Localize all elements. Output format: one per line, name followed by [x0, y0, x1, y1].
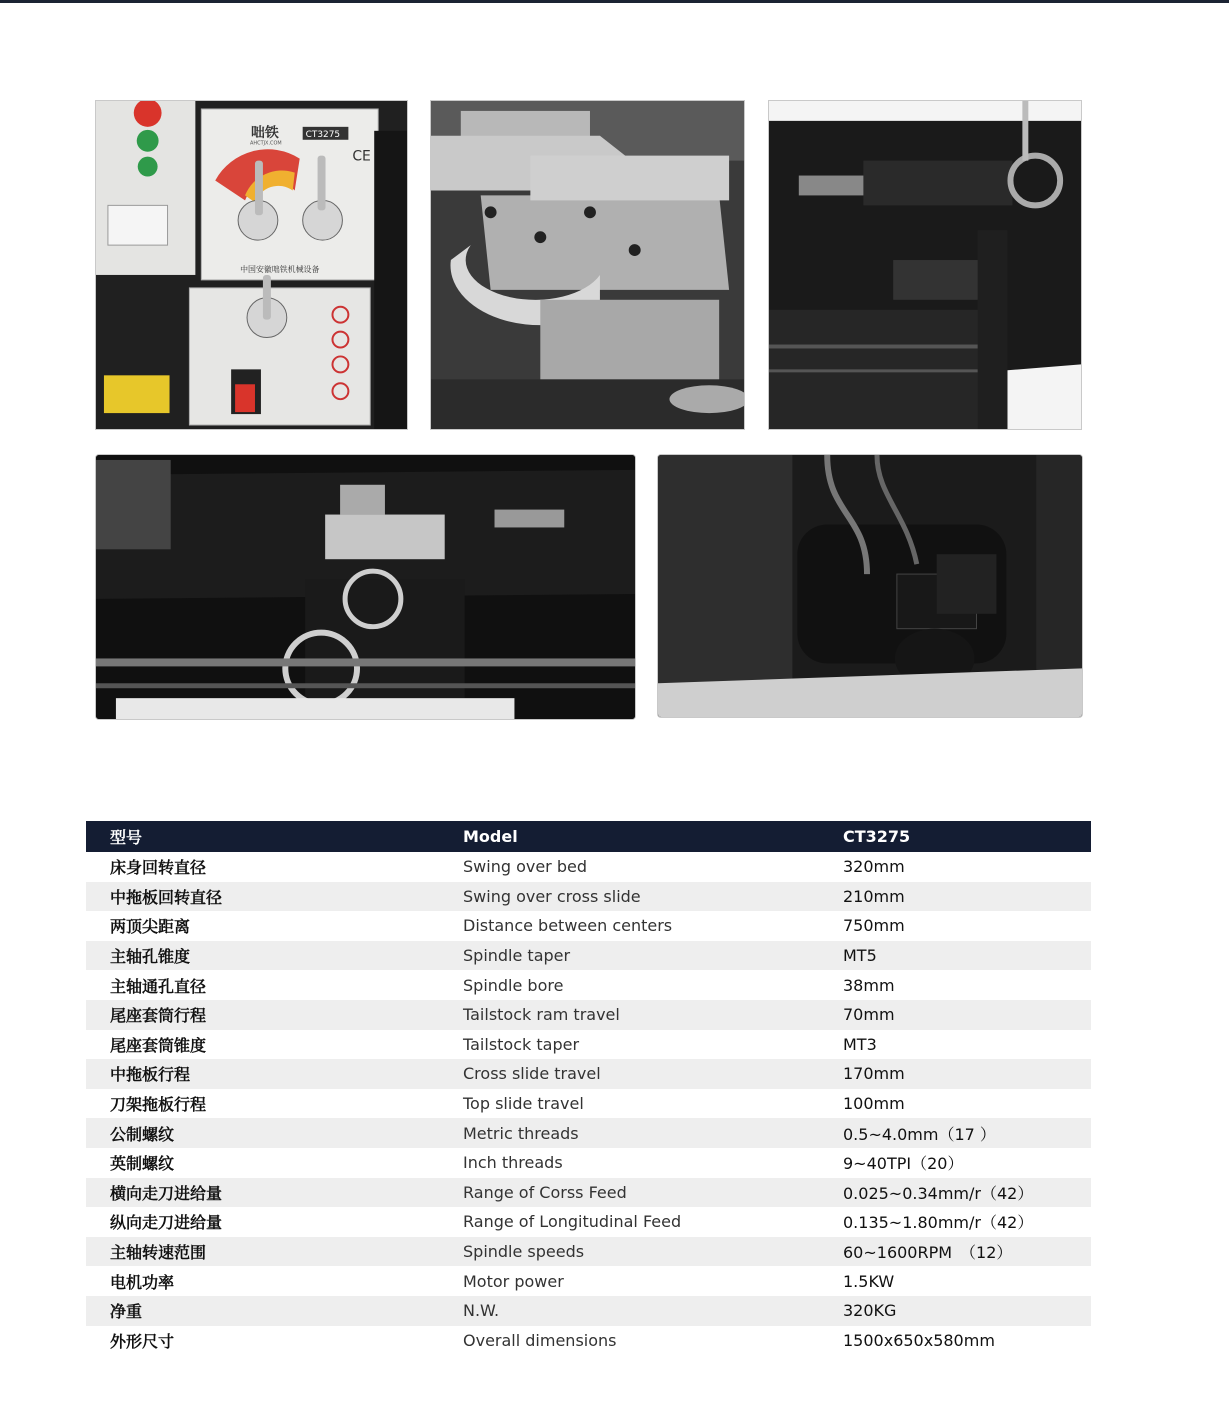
spec-en: Range of Longitudinal Feed [439, 1207, 843, 1237]
spec-en: Tailstock taper [439, 1030, 843, 1060]
spec-en: Range of Corss Feed [439, 1178, 843, 1208]
ce-mark: CE [352, 148, 371, 165]
spec-cn: 尾座套筒锥度 [86, 1030, 439, 1060]
spec-en: Swing over bed [439, 852, 843, 882]
spec-en: Overall dimensions [439, 1326, 843, 1356]
spec-en: Top slide travel [439, 1089, 843, 1119]
spec-en: Tailstock ram travel [439, 1000, 843, 1030]
spec-value: 38mm [843, 970, 1091, 1000]
maker-text: 中国安徽咄铁机械设备 [240, 264, 320, 274]
spec-en: Spindle bore [439, 970, 843, 1000]
spec-table [86, 821, 1091, 1355]
spec-value: 0.5~4.0mm（17 ） [843, 1118, 1091, 1148]
table-row [86, 852, 1091, 882]
spec-cn: 中拖板回转直径 [86, 882, 439, 912]
spec-value: 320mm [843, 852, 1091, 882]
spec-en: Swing over cross slide [439, 882, 843, 912]
header-value: CT3275 [843, 821, 1091, 852]
spec-cn: 电机功率 [86, 1266, 439, 1296]
spec-cn: 外形尺寸 [86, 1326, 439, 1356]
spec-value: 210mm [843, 882, 1091, 912]
table-row [86, 882, 1091, 912]
table-row [86, 1148, 1091, 1178]
spec-en: Metric threads [439, 1118, 843, 1148]
spec-header-row [86, 821, 1091, 852]
table-row [86, 1178, 1091, 1208]
spec-en: N.W. [439, 1296, 843, 1326]
spec-cn: 横向走刀进给量 [86, 1178, 439, 1208]
spec-value: 70mm [843, 1000, 1091, 1030]
table-row [86, 1118, 1091, 1148]
spec-value: 1500x650x580mm [843, 1326, 1091, 1356]
spec-cn: 中拖板行程 [86, 1059, 439, 1089]
spec-value: 9~40TPI（20） [843, 1148, 1091, 1178]
spec-cn: 主轴转速范围 [86, 1237, 439, 1267]
spec-value: 0.135~1.80mm/r（42） [843, 1207, 1091, 1237]
table-row [86, 941, 1091, 971]
spec-cn: 刀架拖板行程 [86, 1089, 439, 1119]
spec-cn: 主轴孔锥度 [86, 941, 439, 971]
spec-cn: 两顶尖距离 [86, 911, 439, 941]
model-badge: CT3275 [305, 129, 341, 140]
spec-cn: 公制螺纹 [86, 1118, 439, 1148]
spec-value: 170mm [843, 1059, 1091, 1089]
spec-value: 0.025~0.34mm/r（42） [843, 1178, 1091, 1208]
table-row [86, 911, 1091, 941]
table-row [86, 1089, 1091, 1119]
brand-logo-text: 咄铁 [251, 124, 279, 141]
spec-value: 100mm [843, 1089, 1091, 1119]
table-row [86, 1207, 1091, 1237]
table-row [86, 970, 1091, 1000]
table-row [86, 1030, 1091, 1060]
header-en: Model [439, 821, 843, 852]
spec-value: MT5 [843, 941, 1091, 971]
spec-cn: 英制螺纹 [86, 1148, 439, 1178]
table-row [86, 1059, 1091, 1089]
spec-cn: 主轴通孔直径 [86, 970, 439, 1000]
header-cn: 型号 [86, 821, 439, 852]
spec-en: Spindle taper [439, 941, 843, 971]
spec-en: Motor power [439, 1266, 843, 1296]
spec-en: Distance between centers [439, 911, 843, 941]
spec-cn: 尾座套筒行程 [86, 1000, 439, 1030]
spec-en: Spindle speeds [439, 1237, 843, 1267]
spec-cn: 床身回转直径 [86, 852, 439, 882]
spec-value: 1.5KW [843, 1266, 1091, 1296]
spec-cn: 纵向走刀进给量 [86, 1207, 439, 1237]
spec-value: 750mm [843, 911, 1091, 941]
table-row [86, 1237, 1091, 1267]
top-rule [0, 0, 1229, 3]
spec-value: 60~1600RPM （12） [843, 1237, 1091, 1267]
spec-cn: 净重 [86, 1296, 439, 1326]
table-row [86, 1266, 1091, 1296]
table-row [86, 1296, 1091, 1326]
table-row [86, 1326, 1091, 1356]
photo-carriage-apron [95, 454, 636, 720]
table-row [86, 1000, 1091, 1030]
spec-value: 320KG [843, 1296, 1091, 1326]
spec-en: Cross slide travel [439, 1059, 843, 1089]
photo-compound-slide [430, 100, 745, 430]
photo-control-panel [95, 100, 408, 430]
spec-en: Inch threads [439, 1148, 843, 1178]
photo-motor [657, 454, 1083, 718]
photo-tailstock [768, 100, 1082, 430]
spec-value: MT3 [843, 1030, 1091, 1060]
svg-text:AHCTJX.COM: AHCTJX.COM [250, 140, 282, 147]
